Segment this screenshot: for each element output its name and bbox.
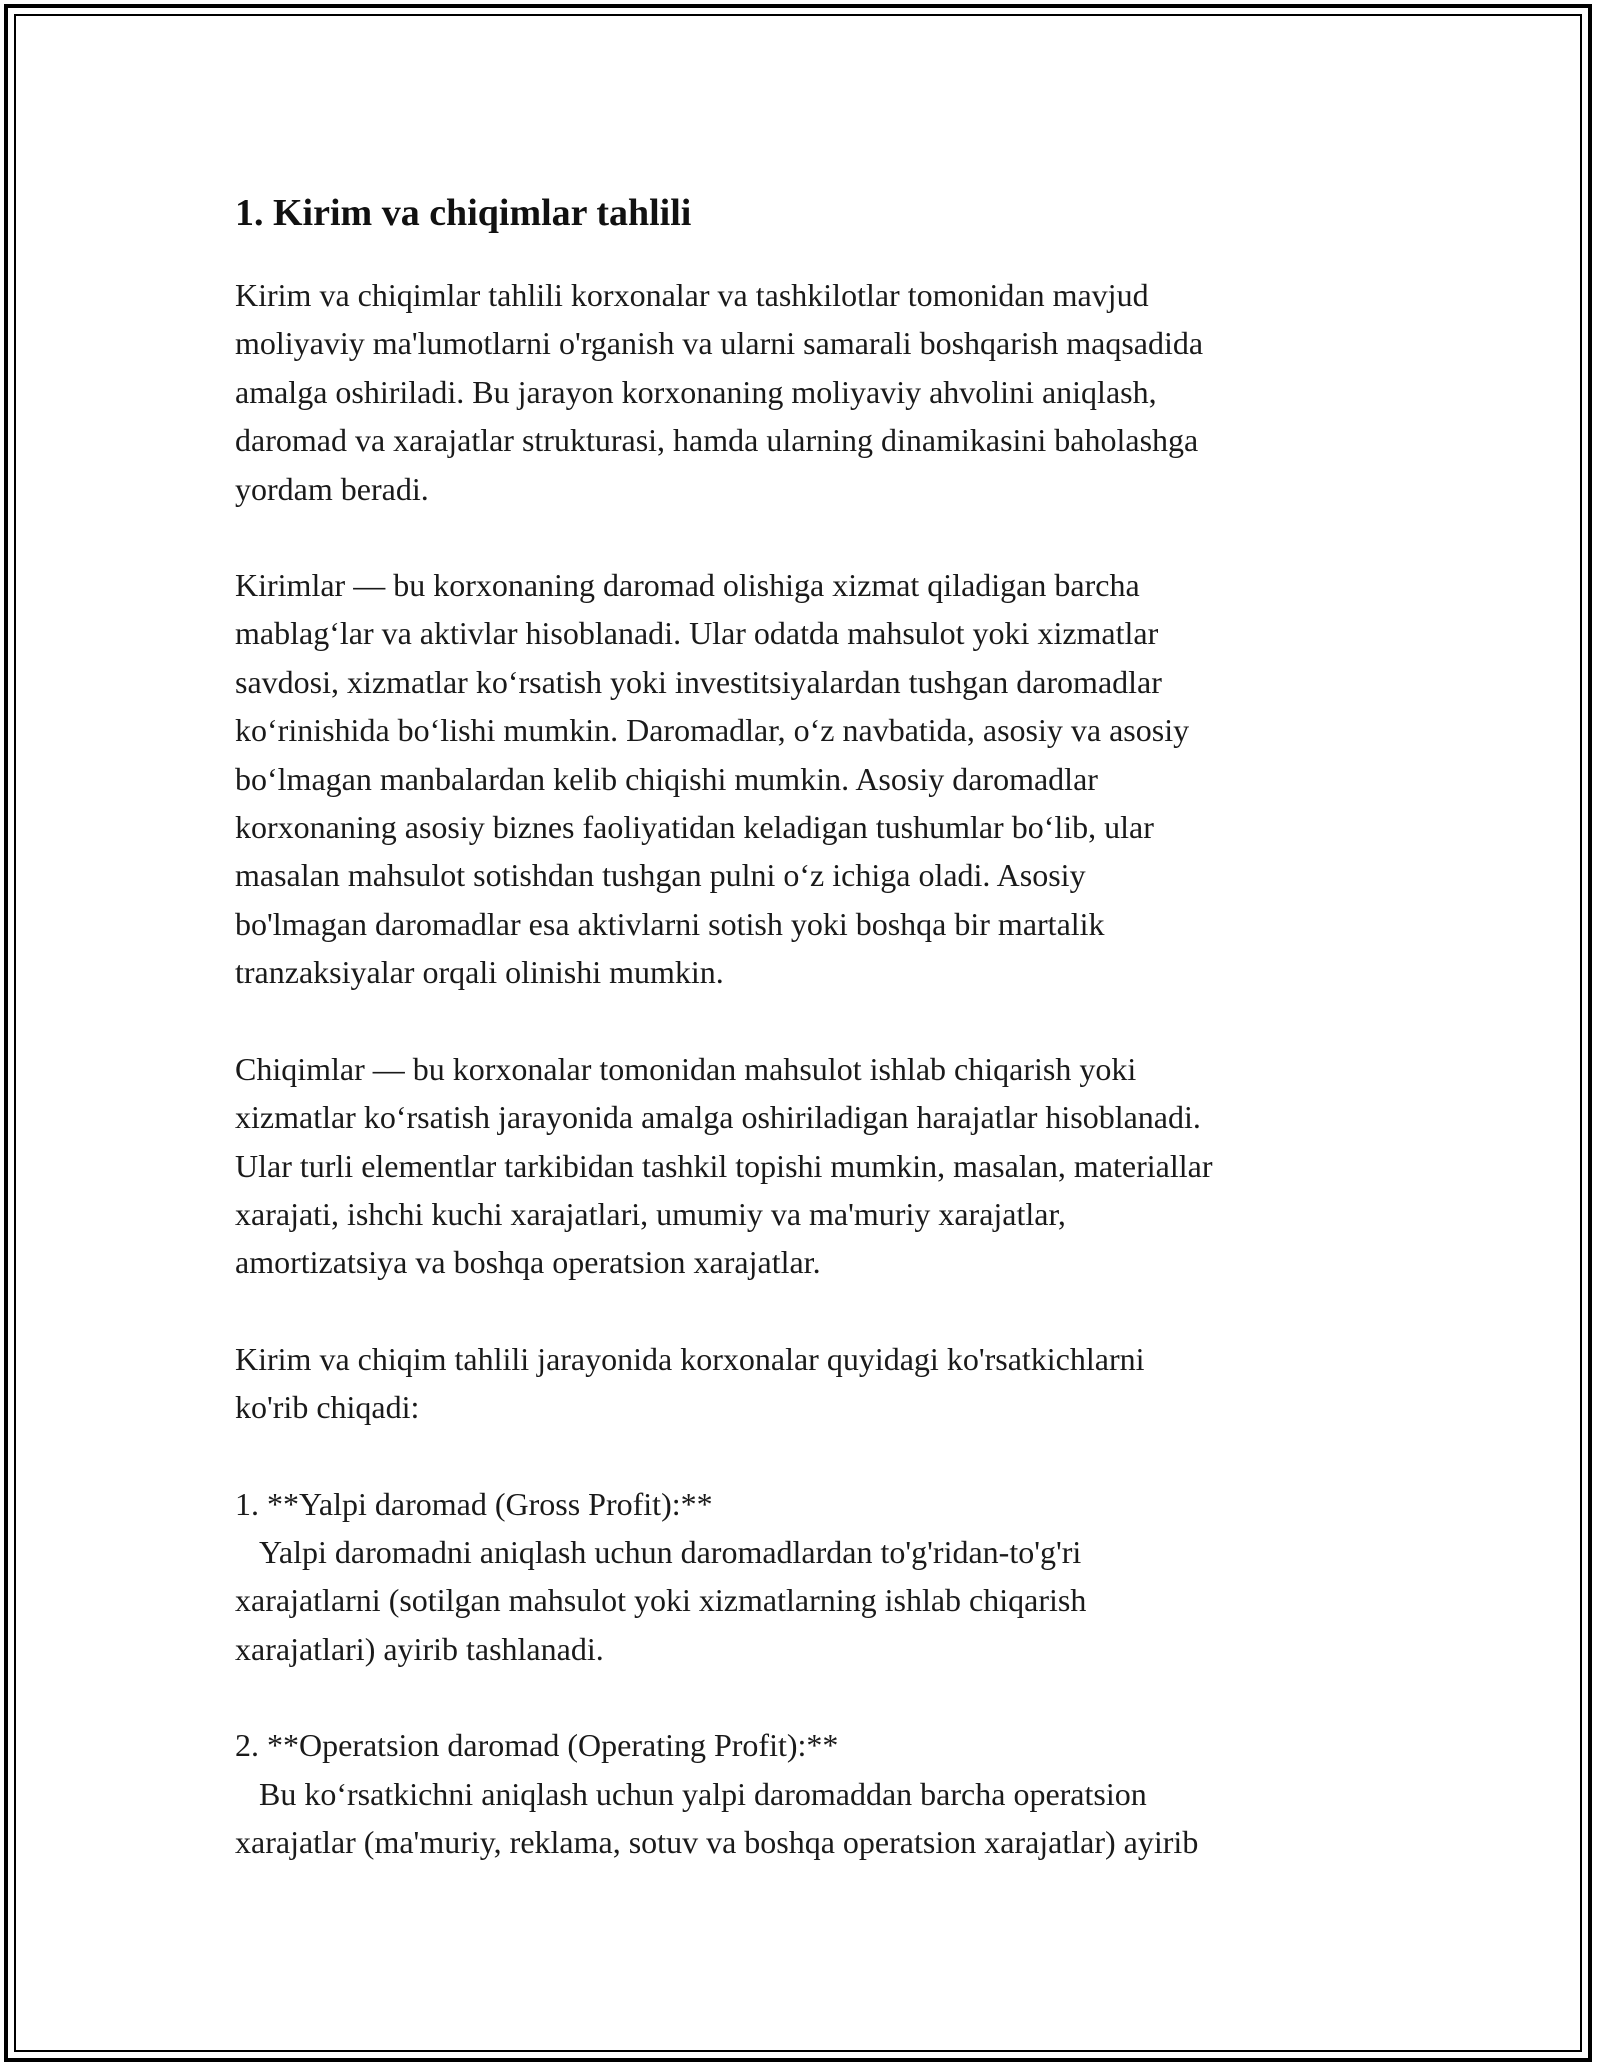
- list-item-operating-profit: [235, 1721, 1385, 1866]
- list-item-body: Yalpi daromadni aniqlash uchun daromadlardan to'g'ridan-to'g'ri xarajatlarni (sotilgan mahsulot yoki xizmatlarning ishlab chiqarish xarajatlari) ayirib tashlanadi.: [235, 1533, 1087, 1667]
- paragraph-kirimlar: Kirimlar — bu korxonaning daromad olishiga xizmat qiladigan barcha mablag‘lar va aktivlar hisoblanadi. Ular odatda mahsulot yoki xizmatlar savdosi, xizmatlar ko‘rsatish yoki investitsiyalardan tushgan daromadlar ko‘rinishida bo‘lishi mumkin. Daromadlar, o‘z navbatida, asosiy va asosiy bo‘lmagan manbalardan kelib chiqishi mumkin. Asosiy daromadlar korxonaning asosiy biznes faoliyatidan keladigan tushumlar bo‘lib, ular masalan mahsulot sotishdan tushgan pulni o‘z ichiga oladi. Asosiy bo'lmagan daromadlar esa aktivlarni sotish yoki boshqa bir martalik tranzaksiyalar orqali olinishi mumkin.: [235, 567, 1190, 991]
- list-item-body: Bu ko‘rsatkichni aniqlash uchun yalpi daromaddan barcha operatsion xarajatlar (ma'muriy, reklama, sotuv va boshqa operatsion xarajatlar) ayirib: [235, 1775, 1199, 1860]
- list-item-title: 1. **Yalpi daromad (Gross Profit):**: [235, 1485, 713, 1522]
- list-item-gross-profit: [235, 1480, 1385, 1674]
- document-page: [235, 185, 1385, 1914]
- section-heading: 1. Kirim va chiqimlar tahlili: [235, 192, 692, 234]
- paragraph-indicators-intro: Kirim va chiqim tahlili jarayonida korxonalar quyidagi ko'rsatkichlarni ko'rib chiqadi:: [235, 1340, 1145, 1426]
- paragraph-chiqimlar: Chiqimlar — bu korxonalar tomonidan mahsulot ishlab chiqarish yoki xizmatlar ko‘rsatish jarayonida amalga oshiriladigan harajatlar hisoblanadi. Ular turli elementlar tarkibidan tashkil topishi mumkin, masalan, materiallar xarajati, ishchi kuchi xarajatlari, umumiy va ma'muriy xarajatlar, amortizatsiya va boshqa operatsion xarajatlar.: [235, 1050, 1213, 1281]
- paragraph-intro: Kirim va chiqimlar tahlili korxonalar va tashkilotlar tomonidan mavjud moliyaviy ma'lumotlarni o'rganish va ularni samarali boshqarish maqsadida amalga oshiriladi. Bu jarayon korxonaning moliyaviy ahvolini aniqlash, daromad va xarajatlar strukturasi, hamda ularning dinamikasini baholashga yordam beradi.: [235, 277, 1204, 507]
- list-item-title: 2. **Operatsion daromad (Operating Profit):**: [235, 1727, 839, 1764]
